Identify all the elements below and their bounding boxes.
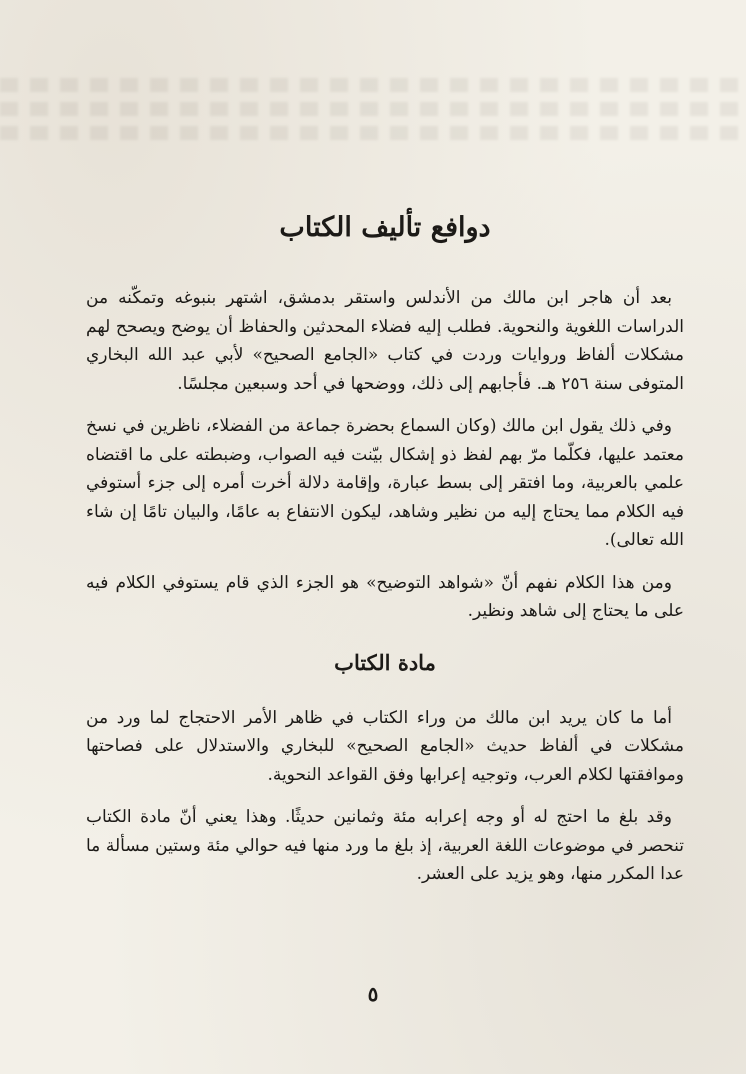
- paragraph: وفي ذلك يقول ابن مالك (وكان السماع بحضرة جماعة من الفضلاء، ناظرين في نسخ معتمد عليها، فكلّما مرّ بهم لفظ ذو إشكال بيّنت فيه الصواب، وضبطته على ما اقتضاه علمي بالعربية، وما افتقر إلى بسط عبارة، وإقامة دلالة أخرت أمره إلى جزء أستوفي فيه الكلام مما يحتاج إليه من نظير وشاهد، ليكون الانتفاع به عامًا، والبيان تامًا إن شاء الله تعالى).: [86, 416, 684, 550]
- paragraph: بعد أن هاجر ابن مالك من الأندلس واستقر بدمشق، اشتهر بنبوغه وتمكّنه من الدراسات اللغوية والنحوية. فطلب إليه فضلاء المحدثين والحفاظ أن يوضح ويصحح لهم مشكلات ألفاظ وروايات وردت في كتاب «الجامع الصحيح» لأبي عبد الله البخاري المتوفى سنة ٢٥٦ هـ. فأجابهم إلى ذلك، ووضحها في أحد وسبعين مجلسًا.: [86, 288, 684, 394]
- section-title: مادة الكتاب: [334, 649, 436, 675]
- show-through-text: [0, 78, 746, 92]
- show-through-text: [0, 126, 746, 140]
- page-content: [86, 210, 684, 903]
- chapter-title: دوافع تأليف الكتاب: [279, 212, 491, 243]
- paragraph: وقد بلغ ما احتج له أو وجه إعرابه مئة وثمانين حديثًا. وهذا يعني أنّ مادة الكتاب تنحصر في موضوعات اللغة العربية، إذ بلغ ما ورد منها فيه حوالي مئة وستين مسألة ما عدا المكرر منها، وهو يزيد على العشر.: [86, 807, 684, 884]
- page-number: ٥: [367, 982, 379, 1006]
- paragraph: ومن هذا الكلام نفهم أنّ «شواهد التوضيح» هو الجزء الذي قام يستوفي الكلام فيه على ما يحتاج إلى شاهد ونظير.: [86, 572, 684, 621]
- paragraph: أما ما كان يريد ابن مالك من وراء الكتاب في ظاهر الأمر الاحتجاج لما ورد من مشكلات في ألفاظ حديث «الجامع الصحيح» للبخاري والاستدلال على فصاحتها وموافقتها لكلام العرب، وتوجيه إعرابها وفق القواعد النحوية.: [86, 707, 684, 785]
- show-through-text: [0, 102, 746, 116]
